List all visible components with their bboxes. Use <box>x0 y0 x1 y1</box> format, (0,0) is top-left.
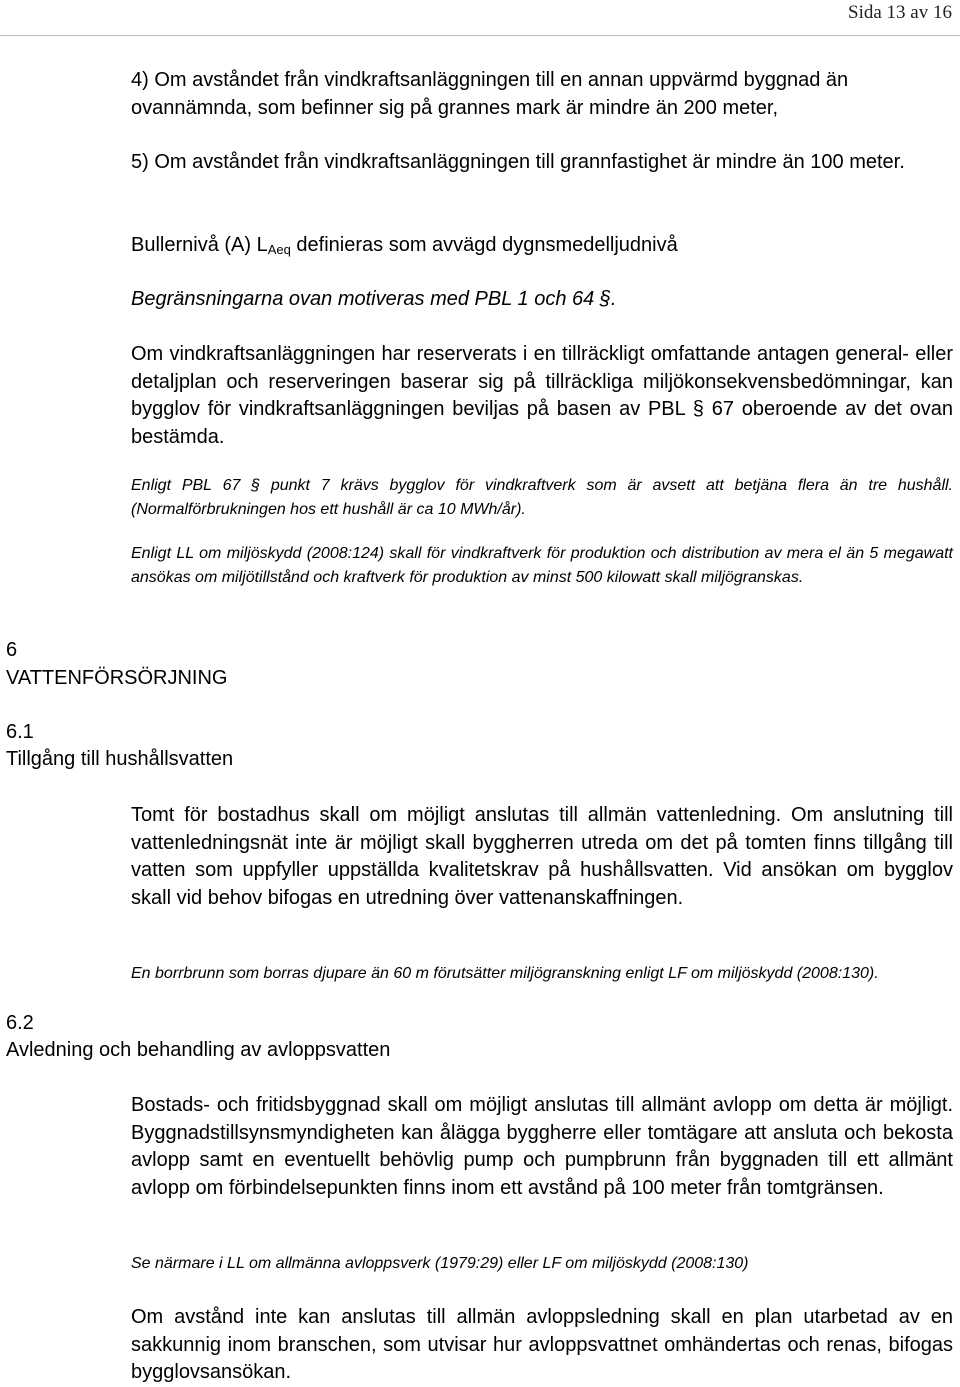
reserve-paragraph: Om vindkraftsanläggningen har reserverats i en tillräckligt omfattande antagen general- eller detaljplan och reserveringen baserar sig på tillräckliga miljökonsekvensbedömningar, kan bygglov för vindkraftsanläggningen beviljas på basen av PBL § 67 oberoende av det ovan bestämda. <box>131 343 953 448</box>
noise-definition <box>131 232 953 260</box>
pbl-note: Enligt PBL 67 § punkt 7 krävs bygglov för vindkraftverk som är avsett att betjäna flera än tre hushåll. (Normalförbrukningen hos ett hushåll är ca 10 MWh/år). <box>131 477 953 518</box>
section-6-2-number: 6.2 <box>6 1012 34 1034</box>
section-6-number: 6 <box>6 639 18 661</box>
list-item-5: 5) Om avståndet från vindkraftsanläggningen till grannfastighet är mindre än 100 meter. <box>131 151 905 173</box>
section-6-1-note: En borrbrunn som borras djupare än 60 m förutsätter miljögranskning enligt LF om miljöskydd (2008:130). <box>131 965 879 982</box>
limits-note: Begränsningarna ovan motiveras med PBL 1 och 64 §. <box>131 288 617 310</box>
section-6-title: VATTENFÖRSÖRJNING <box>6 667 228 689</box>
section-6-1-number: 6.1 <box>6 721 34 743</box>
list-item-4: 4) Om avståndet från vindkraftsanläggningen till en annan uppvärmd byggnad än ovannämnda, som befinner sig på grannes mark är mindre än 200 meter, <box>131 69 849 119</box>
section-6-2-body-2: Om avstånd inte kan anslutas till allmän avloppsledning skall en plan utarbetad av en sakkunnig inom branschen, som utvisar hur avloppsvattnet omhändertas och renas, bifogas bygglovsansökan. <box>131 1306 953 1383</box>
header-rule <box>0 35 960 36</box>
noise-prefix: Bullernivå (A) L <box>131 234 268 256</box>
noise-suffix: definieras som avvägd dygnsmedelljudnivå <box>290 234 678 256</box>
section-6-2-note: Se närmare i LL om allmänna avloppsverk (1979:29) eller LF om miljöskydd (2008:130) <box>131 1255 749 1272</box>
section-6-2-body: Bostads- och fritidsbyggnad skall om möjligt anslutas till allmänt avlopp om detta är möjligt. Byggnadstillsynsmyndigheten kan ålägga byggherre eller tomtägare att ansluta och bekosta avlopp samt en eventuellt behövlig pump och pumpbrunn från byggnaden till ett allmänt avlopp om förbindelsepunkten finns inom ett avstånd på 100 meter från tomtgränsen. <box>131 1094 953 1199</box>
page-number: Sida 13 av 16 <box>848 2 952 23</box>
section-6-2-title: Avledning och behandling av avloppsvatten <box>6 1039 391 1061</box>
section-6-1-body: Tomt för bostadhus skall om möjligt anslutas till allmän vattenledning. Om anslutning till vattenledningsnät inte är möjligt skall byggherren utreda om det på tomten finns tillgång till vatten som uppfyller uppställda kvalitetskrav på hushållsvatten. Vid ansökan om bygglov skall vid behov bifogas en utredning över vattenanskaffningen. <box>131 804 953 909</box>
ll-note: Enligt LL om miljöskydd (2008:124) skall för vindkraftverk för produktion och distribution av mera el än 5 megawatt ansökas om miljötillstånd och kraftverk för produktion av minst 500 kilowatt skall miljögranskas. <box>131 545 953 586</box>
noise-subscript: Aeq <box>267 242 291 257</box>
section-6-1-title: Tillgång till hushållsvatten <box>6 748 234 770</box>
